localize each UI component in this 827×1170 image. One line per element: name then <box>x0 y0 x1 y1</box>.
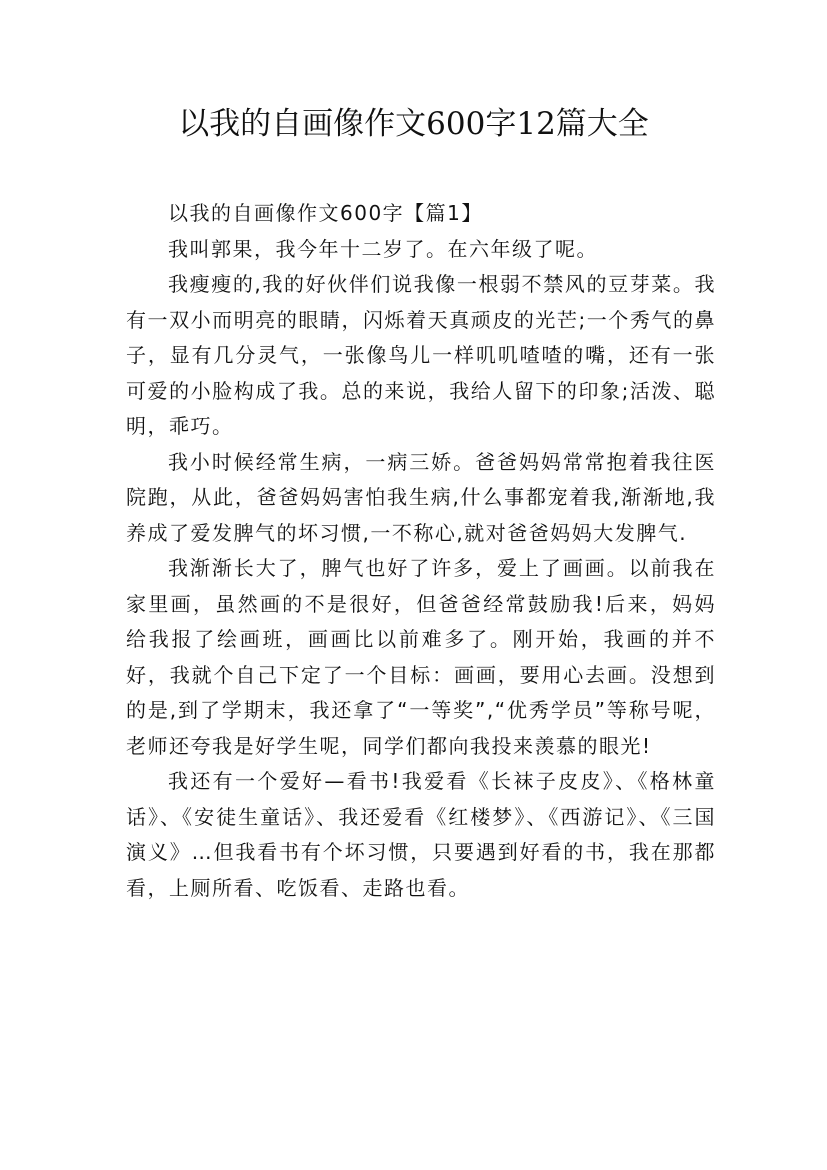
paragraph: 我渐渐长大了，脾气也好了许多，爱上了画画。以前我在家里画，虽然画的不是很好，但爸爸经常鼓励我!后来，妈妈给我报了绘画班，画画比以前难多了。刚开始，我画的并不好，我就个自己下定了一个目标：画画，要用心去画。没想到的是,到了学期末，我还拿了“一等奖”,“优秀学员”等称号呢，老师还夸我是好学生呢，同学们都向我投来羡慕的眼光! <box>126 556 716 758</box>
paragraph: 我小时候经常生病，一病三娇。爸爸妈妈常常抱着我往医院跑，从此，爸爸妈妈害怕我生病,什么事都宠着我,渐渐地,我养成了爱发脾气的坏习惯,一不称心,就对爸爸妈妈大发脾气. <box>126 449 716 545</box>
document-title: 以我的自画像作文600字12篇大全 <box>178 106 649 142</box>
paragraph: 我瘦瘦的,我的好伙伴们说我像一根弱不禁风的豆芽菜。我有一双小而明亮的眼睛，闪烁着天真顽皮的光芒;一个秀气的鼻子，显有几分灵气，一张像鸟儿一样叽叽喳喳的嘴，还有一张可爱的小脸构成了我。总的来说，我给人留下的印象;活泼、聪明，乖巧。 <box>126 272 716 438</box>
paragraph: 我还有一个爱好—看书!我爱看《长袜子皮皮》、《格林童话》、《安徒生童话》、我还爱看《红楼梦》、《西游记》、《三国演义》…但我看书有个坏习惯，只要遇到好看的书，我在那都看，上厕所看、吃饭看、走路也看。 <box>126 769 716 900</box>
document-body <box>126 196 716 906</box>
paragraph: 我叫郭果，我今年十二岁了。在六年级了呢。 <box>168 236 598 261</box>
section-heading: 以我的自画像作文600字【篇1】 <box>168 201 483 225</box>
